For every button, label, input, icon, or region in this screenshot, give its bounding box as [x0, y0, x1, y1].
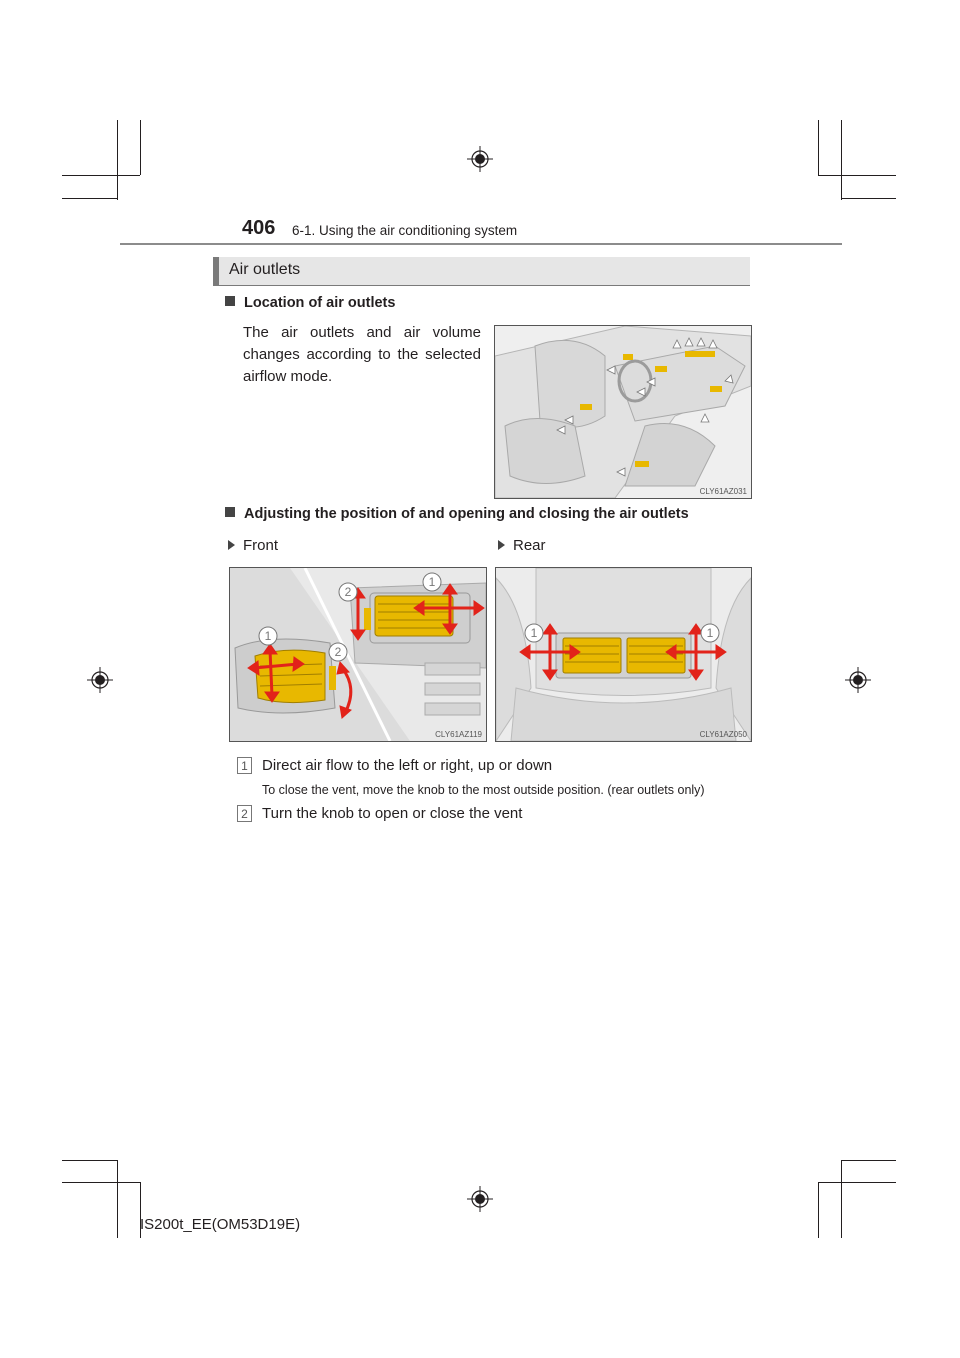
page-number: 406: [242, 217, 276, 239]
figure-code: CLY61AZ031: [699, 487, 747, 496]
square-bullet-icon: [225, 296, 235, 306]
registration-mark-icon: [845, 667, 871, 693]
footer-code: IS200t_EE(OM53D19E): [140, 1216, 301, 1233]
triangle-bullet-icon: [228, 540, 235, 550]
callout-2-label: 2: [344, 585, 352, 599]
note-1-text: Direct air flow to the left or right, up or down: [262, 757, 553, 774]
square-bullet-icon: [225, 507, 235, 517]
callout-1-label: 1: [530, 626, 538, 640]
crop-mark: [62, 1182, 140, 1183]
rear-outlets-figure: [495, 567, 752, 742]
crop-mark: [117, 1160, 118, 1238]
crop-mark: [818, 120, 819, 175]
section-underline: [213, 285, 750, 286]
figure-code: CLY61AZ119: [435, 730, 482, 739]
chapter-title: 6-1. Using the air conditioning system: [292, 223, 518, 238]
registration-mark-icon: [467, 1186, 493, 1212]
adjusting-heading: Adjusting the position of and opening and closing the air outlets: [225, 506, 689, 522]
section-title: Air outlets: [229, 261, 301, 278]
crop-mark: [841, 1160, 896, 1161]
callout-1-label: 1: [264, 629, 272, 643]
note-2-text: Turn the knob to open or close the vent: [262, 805, 523, 822]
crop-mark: [818, 175, 896, 176]
crop-mark: [818, 1182, 896, 1183]
section-header: [213, 257, 750, 285]
car-interior-illustration: [495, 326, 751, 498]
crop-mark: [62, 198, 118, 199]
crop-mark: [841, 120, 842, 200]
crop-mark: [62, 1160, 118, 1161]
rear-vents-illustration: [496, 568, 751, 741]
registration-mark-icon: [87, 667, 113, 693]
crop-mark: [140, 120, 141, 175]
front-label: Front: [228, 535, 278, 557]
callout-1-label: 1: [706, 626, 714, 640]
triangle-bullet-icon: [498, 540, 505, 550]
crop-mark: [117, 120, 118, 200]
note-number-box: 1: [237, 757, 252, 774]
crop-mark: [62, 175, 140, 176]
rear-label: Rear: [498, 535, 546, 557]
note-1-subtext: To close the vent, move the knob to the most outside position. (rear outlets only): [262, 783, 705, 797]
callout-2-label: 2: [334, 645, 342, 659]
figure-code: CLY61AZ050: [699, 730, 747, 739]
crop-mark: [818, 1182, 819, 1238]
crop-mark: [841, 1160, 842, 1238]
crop-mark: [841, 198, 896, 199]
front-outlets-figure: [229, 567, 487, 742]
location-heading: Location of air outlets: [225, 295, 395, 311]
location-text: The air outlets and air volume changes according to the selected airflow mode.: [243, 324, 481, 385]
note-number-box: 2: [237, 805, 252, 822]
callout-1-label: 1: [428, 575, 436, 589]
front-vents-illustration: [230, 568, 486, 741]
header-rule: [120, 243, 842, 245]
interior-outlets-figure: [494, 325, 752, 499]
registration-mark-icon: [467, 146, 493, 172]
